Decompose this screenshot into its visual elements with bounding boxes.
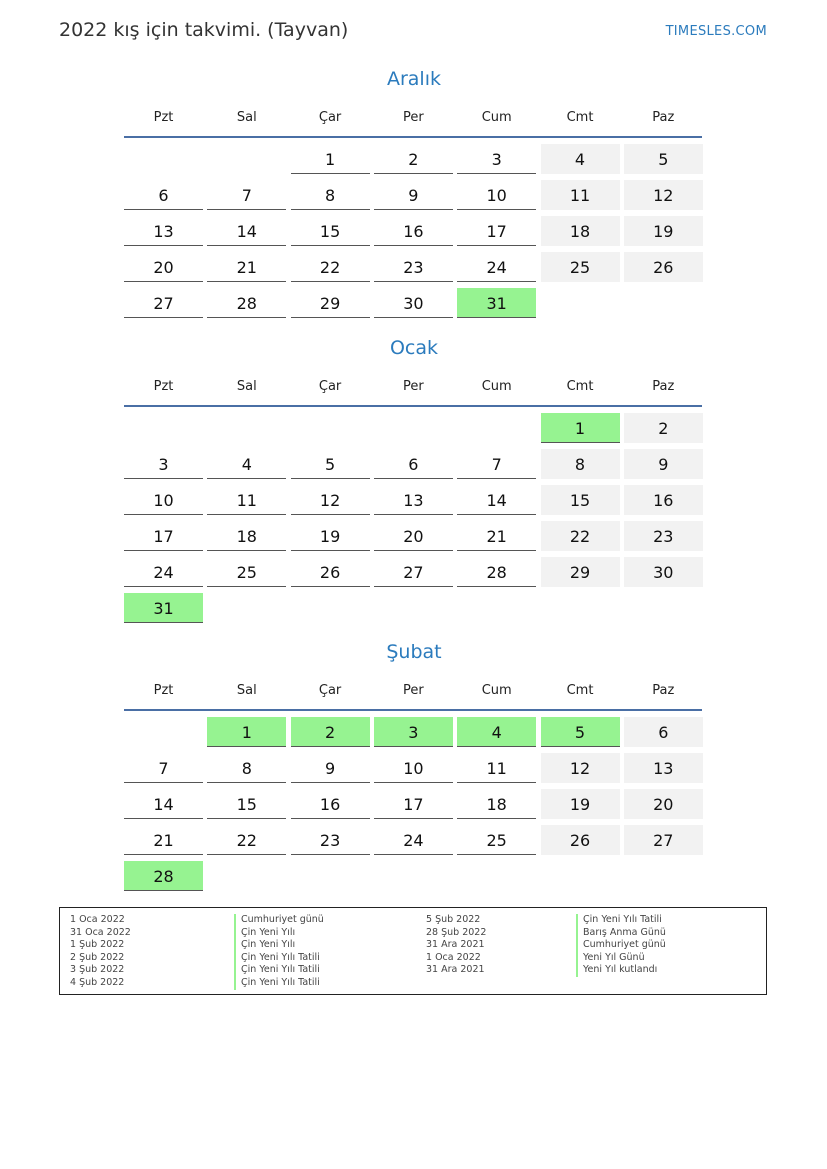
- day-cell: 5: [624, 144, 703, 174]
- month-title-aralik: Aralık: [386, 68, 441, 90]
- legend-holiday-name: Cumhuriyet günü: [234, 914, 324, 927]
- legend-holiday-name: Yeni Yıl Günü: [576, 952, 666, 965]
- legend-holiday-name: Yeni Yıl kutlandı: [576, 964, 666, 977]
- day-cell: 5: [541, 717, 620, 747]
- day-cell: 7: [457, 449, 536, 479]
- day-cell: 11: [457, 753, 536, 783]
- weekday-header-row: [124, 110, 704, 130]
- day-cell: 2: [624, 413, 703, 443]
- day-cell: 10: [374, 753, 453, 783]
- day-cell: 13: [624, 753, 703, 783]
- day-cell: 18: [207, 521, 286, 551]
- day-cell: 23: [374, 252, 453, 282]
- day-cell: 3: [457, 144, 536, 174]
- day-cell: 18: [457, 789, 536, 819]
- weekday-label: Çar: [318, 683, 342, 698]
- day-cell: 3: [124, 449, 203, 479]
- day-cell: 28: [207, 288, 286, 318]
- legend-holiday-date: 1 Oca 2022: [426, 951, 481, 963]
- day-cell: 8: [291, 180, 370, 210]
- day-cell: 18: [541, 216, 620, 246]
- legend-holiday-date: 1 Şub 2022: [70, 939, 125, 951]
- day-cell: 1: [207, 717, 286, 747]
- day-cell: 23: [624, 521, 703, 551]
- holiday-legend: [59, 907, 767, 995]
- weekday-label: Pzt: [153, 110, 174, 125]
- day-cell: 8: [207, 753, 286, 783]
- legend-holiday-name: Barış Anma Günü: [576, 927, 666, 940]
- day-cell: 22: [541, 521, 620, 551]
- day-cell: 20: [124, 252, 203, 282]
- day-cell: 22: [291, 252, 370, 282]
- day-cell: 17: [457, 216, 536, 246]
- day-cell: 23: [291, 825, 370, 855]
- day-cell: 14: [207, 216, 286, 246]
- legend-holiday-name: Çin Yeni Yılı Tatili: [234, 952, 324, 965]
- day-cell: 17: [374, 789, 453, 819]
- day-cell: 31: [457, 288, 536, 318]
- weekday-header-row: [124, 683, 704, 703]
- brand-logo-text[interactable]: TIMESLES.COM: [665, 24, 767, 39]
- weekday-label: Cum: [481, 683, 512, 698]
- day-cell: 6: [124, 180, 203, 210]
- day-cell: 22: [207, 825, 286, 855]
- day-cell: 14: [457, 485, 536, 515]
- day-cell: 15: [541, 485, 620, 515]
- weekday-label: Çar: [318, 110, 342, 125]
- day-cell: 26: [291, 557, 370, 587]
- day-cell: 4: [457, 717, 536, 747]
- weekday-label: Cmt: [566, 379, 594, 394]
- day-cell: 16: [291, 789, 370, 819]
- legend-holiday-date: 28 Şub 2022: [426, 926, 487, 938]
- day-cell: 16: [624, 485, 703, 515]
- weekday-label: Per: [403, 379, 424, 394]
- day-cell: 1: [541, 413, 620, 443]
- day-cell: 21: [207, 252, 286, 282]
- day-cell: 9: [624, 449, 703, 479]
- weekday-label: Sal: [236, 379, 257, 394]
- day-cell: 19: [541, 789, 620, 819]
- day-cell: 5: [291, 449, 370, 479]
- weekday-label: Pzt: [153, 683, 174, 698]
- day-cell: 29: [291, 288, 370, 318]
- day-cell: 19: [291, 521, 370, 551]
- weekday-label: Çar: [318, 379, 342, 394]
- day-cell: 11: [541, 180, 620, 210]
- day-cell: 31: [124, 593, 203, 623]
- legend-holiday-date: 2 Şub 2022: [70, 951, 125, 963]
- day-cell: 4: [541, 144, 620, 174]
- weekday-label: Per: [403, 110, 424, 125]
- day-cell: 25: [457, 825, 536, 855]
- day-cell: 7: [207, 180, 286, 210]
- day-cell: 2: [291, 717, 370, 747]
- legend-holiday-name: Çin Yeni Yılı: [234, 927, 324, 940]
- legend-dates-column-1: [70, 914, 131, 990]
- day-cell: 15: [291, 216, 370, 246]
- legend-dates-column-2: [426, 914, 486, 977]
- day-cell: 12: [291, 485, 370, 515]
- day-cell: 19: [624, 216, 703, 246]
- page-title: 2022 kış için takvimi. (Tayvan): [59, 19, 349, 41]
- header-divider: [124, 405, 702, 407]
- day-cell: 25: [207, 557, 286, 587]
- day-cell: 27: [624, 825, 703, 855]
- day-cell: 20: [374, 521, 453, 551]
- day-cell: 16: [374, 216, 453, 246]
- day-cell: 1: [291, 144, 370, 174]
- day-cell: 21: [124, 825, 203, 855]
- weekday-label: Pzt: [153, 379, 174, 394]
- weekday-label: Sal: [236, 683, 257, 698]
- day-cell: 25: [541, 252, 620, 282]
- day-cell: 10: [457, 180, 536, 210]
- legend-holiday-date: 4 Şub 2022: [70, 976, 125, 988]
- day-cell: 4: [207, 449, 286, 479]
- legend-holiday-date: 31 Ara 2021: [426, 964, 485, 976]
- day-cell: 20: [624, 789, 703, 819]
- weekday-label: Cum: [481, 379, 512, 394]
- day-cell: 24: [457, 252, 536, 282]
- weekday-label: Cum: [481, 110, 512, 125]
- legend-holiday-name: Çin Yeni Yılı Tatili: [234, 964, 324, 977]
- day-cell: 10: [124, 485, 203, 515]
- day-cell: 13: [124, 216, 203, 246]
- day-cell: 26: [624, 252, 703, 282]
- legend-holiday-date: 1 Oca 2022: [70, 914, 125, 925]
- day-cell: 14: [124, 789, 203, 819]
- day-cell: 27: [124, 288, 203, 318]
- weekday-label: Paz: [652, 683, 675, 698]
- day-cell: 17: [124, 521, 203, 551]
- day-cell: 6: [624, 717, 703, 747]
- day-cell: 9: [374, 180, 453, 210]
- day-cell: 28: [124, 861, 203, 891]
- weekday-label: Cmt: [566, 110, 594, 125]
- day-cell: 7: [124, 753, 203, 783]
- day-cell: 15: [207, 789, 286, 819]
- day-cell: 26: [541, 825, 620, 855]
- legend-names-column-2: [576, 914, 666, 977]
- legend-names-column-1: [234, 914, 324, 990]
- legend-holiday-date: 31 Ara 2021: [426, 939, 485, 951]
- day-cell: 30: [374, 288, 453, 318]
- day-cell: 9: [291, 753, 370, 783]
- weekday-label: Per: [403, 683, 424, 698]
- day-cell: 21: [457, 521, 536, 551]
- legend-holiday-name: Çin Yeni Yılı Tatili: [576, 914, 666, 927]
- day-cell: 28: [457, 557, 536, 587]
- day-cell: 12: [541, 753, 620, 783]
- day-cell: 11: [207, 485, 286, 515]
- day-cell: 2: [374, 144, 453, 174]
- weekday-label: Paz: [652, 379, 675, 394]
- day-cell: 29: [541, 557, 620, 587]
- month-title-ocak: Ocak: [389, 337, 439, 359]
- weekday-label: Cmt: [566, 683, 594, 698]
- weekday-header-row: [124, 379, 704, 399]
- legend-holiday-name: Çin Yeni Yılı: [234, 939, 324, 952]
- legend-holiday-date: 5 Şub 2022: [426, 914, 481, 925]
- weekday-label: Sal: [236, 110, 257, 125]
- legend-holiday-name: Cumhuriyet günü: [576, 939, 666, 952]
- day-cell: 27: [374, 557, 453, 587]
- legend-holiday-date: 3 Şub 2022: [70, 964, 125, 976]
- day-cell: 13: [374, 485, 453, 515]
- day-cell: 24: [374, 825, 453, 855]
- weekday-label: Paz: [652, 110, 675, 125]
- day-cell: 8: [541, 449, 620, 479]
- day-cell: 6: [374, 449, 453, 479]
- legend-holiday-date: 31 Oca 2022: [70, 926, 131, 938]
- day-cell: 3: [374, 717, 453, 747]
- header-divider: [124, 136, 702, 138]
- month-title-subat: Şubat: [386, 641, 442, 663]
- day-cell: 12: [624, 180, 703, 210]
- header-divider: [124, 709, 702, 711]
- legend-holiday-name: Çin Yeni Yılı Tatili: [234, 977, 324, 990]
- day-cell: 24: [124, 557, 203, 587]
- day-cell: 30: [624, 557, 703, 587]
